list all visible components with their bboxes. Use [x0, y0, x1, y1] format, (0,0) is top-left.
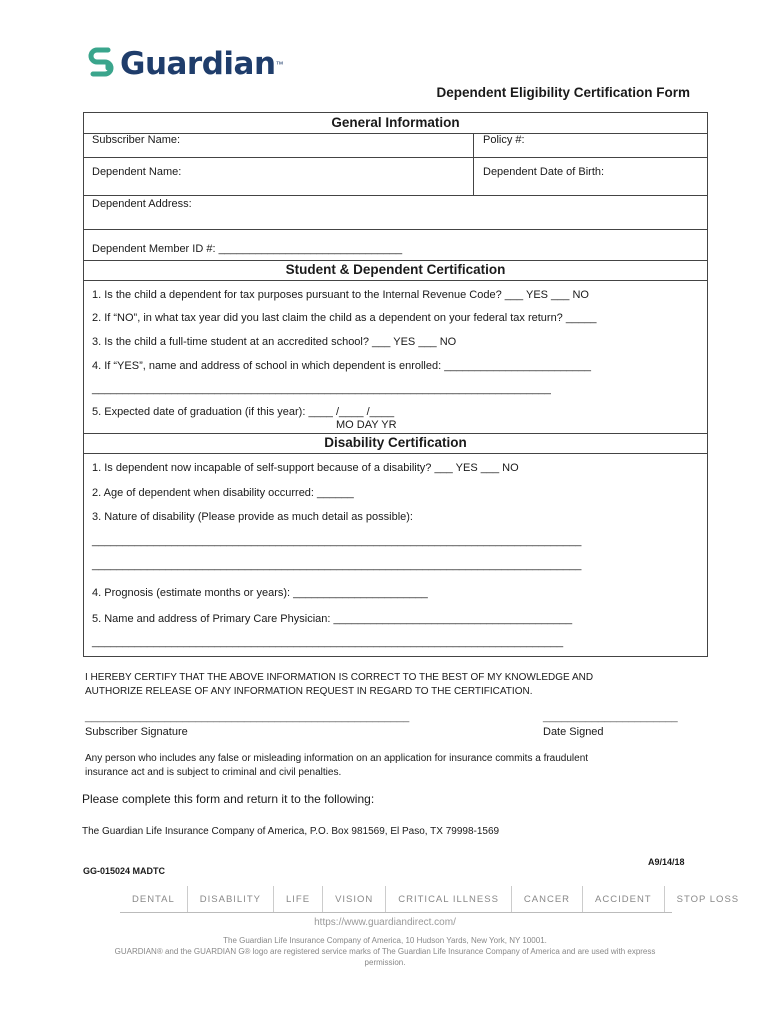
guardian-logo: [88, 46, 284, 82]
product-nav-item: CRITICAL ILLNESS: [385, 886, 511, 912]
product-nav-item: LIFE: [273, 886, 322, 912]
product-nav-item: DISABILITY: [187, 886, 273, 912]
trademark-mark: ™: [275, 59, 284, 69]
disability-question-4[interactable]: 4. Prognosis (estimate months or years): ______________________: [92, 587, 428, 599]
form-box: [83, 112, 708, 657]
general-information-heading: General Information: [84, 113, 707, 134]
subscriber-signature-label: Subscriber Signature: [85, 726, 188, 738]
dependent-address-field[interactable]: Dependent Address:: [92, 198, 192, 210]
logo-wordmark: Guardian: [120, 46, 276, 82]
date-signed-line[interactable]: ______________________: [543, 711, 678, 723]
student-question-4[interactable]: 4. If “YES”, name and address of school in which dependent is enrolled: ________________________: [92, 360, 592, 372]
subscriber-signature-line[interactable]: _____________________________________________________: [85, 711, 410, 723]
dependent-name-field[interactable]: Dependent Name:: [92, 166, 182, 178]
date-signed-label: Date Signed: [543, 726, 604, 738]
return-instruction: Please complete this form and return it to the following:: [82, 792, 375, 806]
guardian-g-icon: [88, 46, 114, 82]
row-divider: [84, 157, 707, 158]
fraud-warning-line-1: Any person who includes any false or misleading information on an application for insurance commits a fraudulent: [85, 753, 589, 764]
product-nav-item: DENTAL: [132, 893, 175, 905]
student-certification-heading: Student & Dependent Certification: [84, 260, 707, 281]
row-divider: [84, 195, 707, 196]
student-question-1[interactable]: 1. Is the child a dependent for tax purposes pursuant to the Internal Revenue Code? ___ YES ___ NO: [92, 289, 589, 301]
physician-address-line[interactable]: _____________________________________________________________________________: [92, 636, 564, 648]
product-nav-item: STOP LOSS: [664, 886, 752, 912]
form-title: Dependent Eligibility Certification Form: [436, 85, 690, 100]
product-nav: [120, 886, 740, 913]
disability-question-1[interactable]: 1. Is dependent now incapable of self-support because of a disability? ___ YES ___ NO: [92, 462, 519, 474]
date-format-hint: MO DAY YR: [336, 419, 397, 431]
column-divider: [473, 133, 474, 195]
dependent-dob-field[interactable]: Dependent Date of Birth:: [483, 166, 605, 178]
student-question-5[interactable]: 5. Expected date of graduation (if this year): ____ /____ /____: [92, 406, 395, 418]
website-link[interactable]: https://www.guardiandirect.com/: [314, 917, 456, 928]
subscriber-name-field[interactable]: Subscriber Name:: [92, 134, 181, 146]
dependent-member-id-field[interactable]: Dependent Member ID #: ______________________________: [92, 243, 403, 255]
certify-statement-line-2: AUTHORIZE RELEASE OF ANY INFORMATION REQUEST IN REGARD TO THE CERTIFICATION.: [85, 686, 533, 697]
product-nav-item: VISION: [322, 886, 385, 912]
fine-print-line-2: GUARDIAN® and the GUARDIAN G® logo are registered service marks of The Guardian Life Insurance Company of America and are used with express: [114, 947, 656, 956]
student-question-3[interactable]: 3. Is the child a full-time student at an accredited school? ___ YES ___ NO: [92, 336, 457, 348]
row-divider: [84, 229, 707, 230]
product-nav-item: CANCER: [511, 886, 582, 912]
form-code: GG-015024 MADTC: [83, 866, 166, 876]
disability-question-3[interactable]: 3. Nature of disability (Please provide as much detail as possible):: [92, 511, 413, 523]
school-address-line[interactable]: ___________________________________________________________________________: [92, 383, 551, 395]
disability-detail-line-2[interactable]: ________________________________________________________________________________: [92, 559, 582, 571]
fine-print-line-3: permission.: [364, 958, 406, 967]
student-question-2[interactable]: 2. If “NO”, in what tax year did you last claim the child as a dependent on your federal tax return? _____: [92, 312, 597, 324]
certify-statement-line-1: I HEREBY CERTIFY THAT THE ABOVE INFORMATION IS CORRECT TO THE BEST OF MY KNOWLEDGE AND: [85, 672, 594, 683]
fine-print-line-1: The Guardian Life Insurance Company of America, 10 Hudson Yards, New York, NY 10001.: [223, 936, 547, 945]
revision-date-code: A9/14/18: [648, 857, 685, 867]
disability-question-5[interactable]: 5. Name and address of Primary Care Physician: _______________________________________: [92, 613, 573, 625]
disability-question-2[interactable]: 2. Age of dependent when disability occurred: ______: [92, 487, 354, 499]
product-nav-item: ACCIDENT: [582, 886, 664, 912]
disability-detail-line-1[interactable]: ________________________________________________________________________________: [92, 535, 582, 547]
fraud-warning-line-2: insurance act and is subject to criminal and civil penalties.: [85, 767, 342, 778]
disability-certification-heading: Disability Certification: [84, 433, 707, 454]
return-address: The Guardian Life Insurance Company of America, P.O. Box 981569, El Paso, TX 79998-1569: [82, 826, 500, 837]
policy-number-field[interactable]: Policy #:: [483, 134, 525, 146]
